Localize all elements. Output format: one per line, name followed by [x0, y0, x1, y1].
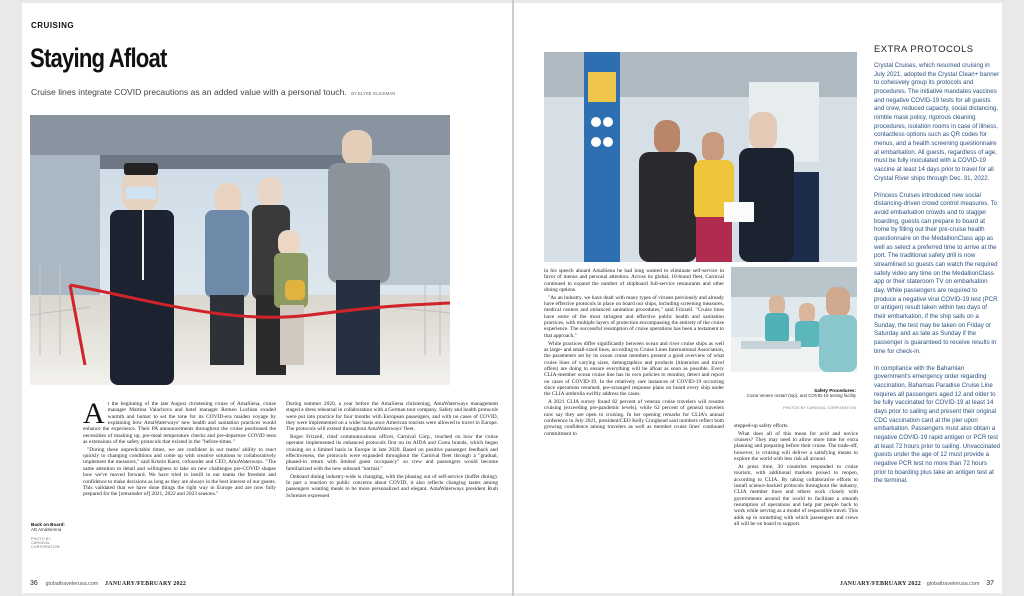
paragraph: While practices differ significantly between ocean and river cruise ships as well as large- and small-sized lines, according to Cruise Lines International Association, the parameters set by its ocean cruise members present a good overview of what cruise lines of varying sizes, demographics and products (itineraries and travel offers) are doing to ensure everything will be afloat as soon as possible. Every CLIA-member ocean cruise line has its own policies to monitor, detect and report on cases of COVID-19. In the relatively rare instances of COVID-19 occurring since operations resumed, pre-arranged response plans on board every ship under the CLIA umbrella swiftly address the cases.: [544, 340, 724, 398]
paragraph: During summer 2020, a year before the AmaSiena christening, AmaWaterways management staged a dress rehearsal in collaboration with a German tour company. Safety and health protocols were put into practice for four months with European passengers, and with no cases of COVID, they were implemented on a wider basis once American tourists were allowed to travel to Europe. The protocols will extend throughout AmaWaterways' fleet.: [286, 401, 498, 433]
website: globaltravelerusa.com: [45, 581, 99, 587]
sidebar-title: EXTRA PROTOCOLS: [874, 43, 974, 54]
paragraph: What does all of this mean for avid and novice cruisers? They may need to allow more time for extra planning and preparing before their cruise. The trade-off, however, is cruising will deliver a satisfying means to explore the world with less risk all around.: [734, 430, 858, 463]
terminal-photo: [544, 52, 857, 262]
sidebar-paragraph: Crystal Cruises, which resumed cruising in July 2021, adopted the Crystal Clean+ banner to cohesively group its protocols and procedures. The initiative mandates vaccines and negative COVID-19 tests for all guests and crew, reduced capacity, social distancing, nimble mask policy, rigorous cleaning procedures, isolation rooms in case of illness, contactless options such as QR codes for menus, and a health screening questionnaire at embarkation. All guests, regardless of age, must be fully inoculated with a COVID-19 vaccine at least 14 days prior to travel for all Crystal River ships through Dec. 31, 2022.: [874, 62, 1000, 182]
issue-date: JANUARY/FEBRUARY 2022: [105, 581, 187, 587]
article-headline: Staying Afloat: [30, 43, 167, 73]
body-column-1: [83, 397, 276, 499]
caption-title: Safety Procedures:: [814, 388, 856, 393]
paragraph: "During these unpredictable times, we are confident in our teams' ability to react quickly to changing conditions and come up with creative solutions to collaboratively implement the measures," said Kristin Karst, cofounder and CEO, AmaWaterways. "The same attention to detail and willingness to take on new challenges pre-COVID shapes how we've moved forward. We have tried to instill in our teams the freedom and confidence to make decisions as long as they are always in the best interest of our guests. This validated that we have done things the right way in Europe and are now fully prepared for the [remainder of] 2021, 2022 and 2023 seasons.": [83, 446, 276, 498]
left-page: [22, 3, 512, 593]
page-number: 37: [986, 580, 994, 587]
body-column-4: [734, 423, 858, 529]
hero-photo: [30, 115, 450, 385]
paragraph: Roger Frizzell, chief communications officer, Carnival Corp., touched on how the cruise operator implemented its enhanced protocols first on its AIDA and Costa brands, which began cruising on a limited basis in Europe in late 2020. Based on positive passenger feedback and effectiveness, the protocols were expanded throughout the Carnival fleet through a "gradual, phased-in return with limited guest occupancy" so crew and passengers would become familiarized with the new onboard "normal.": [286, 434, 498, 472]
caption-text: Costa Venere restart (top), and COVID-19 testing facility: [746, 393, 856, 398]
paragraph: stepped-up safety efforts.: [734, 423, 789, 429]
photo-credit: PHOTOS BY CARNIVAL CORPORATION: [783, 406, 856, 410]
right-folio: [840, 580, 994, 587]
page-number: 36: [30, 580, 38, 587]
section-label: CRUISING: [31, 21, 75, 30]
paragraph: A 2021 CLIA survey found 82 percent of veteran cruise travelers will resume cruising (exceeding pre-pandemic levels), while 62 percent of general travelers now say they are open to cruising. In her opening remarks for CLIA's annual conference in July 2021, president/CEO Kelly Craighead said numbers reflect both growing confidence among travelers as well as member cruise lines' continued commitment to: [544, 399, 724, 437]
article-deck: [31, 87, 395, 97]
body-column-2: [286, 401, 498, 500]
byline: BY ELYSE GLICKMAN: [351, 91, 396, 96]
right-caption: [726, 388, 856, 410]
deck-text: Cruise lines integrate COVID precautions as an added value with a personal touch.: [31, 87, 347, 97]
right-page: [514, 3, 1002, 593]
sidebar-paragraph: Princess Cruises introduced new social distancing-driven crowd control measures. To avoid embarkation crowds and to stagger boarding, guests can prepare to board at home by filling out their pre-cruise health questionnaire on the MedallionClass app as well as select a preferred time to arrive at the port. The traditional safety drill is now streamlined so guests can watch the required safety video any time on the MedallionClass app or their stateroom TV on embarkation day. While passengers are required to produce a negative viral COVID-19 test (PCR or antigen) result taken within two days of their embarkation, if the ship sails on a Sunday, the test may be taken on Friday or Saturday and as late as Sunday if the passenger is guaranteed to receive results in time for check-in.: [874, 191, 998, 355]
lab-photo: [731, 267, 857, 372]
caption-text: AD AmaSerena: [31, 527, 62, 532]
photo-credit: PHOTO BY CARNIVAL CORPORATION: [31, 537, 60, 549]
paragraph: [83, 397, 276, 446]
paragraph: At press time, 30 countries responded to cruise tourism, with additional markets poised to reopen, according to CLIA. By taking collaborative efforts to install science-backed protocols throughout the industry, CLIA member lines and others work closely with governments around the world to facilitate a smooth resumption of operations and help put people back to work while serving as a model of responsible travel. This adds up to something with which passengers and crews all will be on board to support.: [734, 463, 858, 527]
body-column-3: [544, 268, 724, 439]
sidebar-paragraph: In compliance with the Bahamian government's emergency order regarding vaccination, Bahamas Paradise Cruise Line requires all passengers aged 12 and older to be fully vaccinated for COVID-19 at least 14 days prior to sailing and present their original CDC vaccination card at the pier upon embarkation. Passengers must also obtain a negative COVID-19 rapid antigen or PCR test at least 72 hours prior to sailing. Unvaccinated guests under the age of 12 must provide a negative PCR test no more than 72 hours prior to boarding plus take an antigen test at the terminal.: [874, 364, 1000, 485]
drop-cap: A: [83, 397, 105, 430]
issue-date: JANUARY/FEBRUARY 2022: [839, 581, 921, 587]
hero-caption: [31, 522, 71, 549]
extra-protocols-sidebar: [874, 43, 1000, 494]
website: globaltravelerusa.com: [926, 581, 980, 587]
caption-title: Back on Board:: [31, 522, 65, 527]
paragraph: "As an industry, we have dealt with many types of viruses previously and already have effective protocols in place on board our ships, including screening measures, medical centers and enhanced sanitation procedures," said Frizzell. "Cruise lines have some of the most stringent and effective public health and sanitation practices, with multiple layers of protection encompassing the entirety of the cruise experience. The successful resumption of cruise operations has been a testament to that approach.": [544, 294, 724, 339]
paragraph: in his speech aboard AmaSiena he had long wanted to eliminate self-service in favor of menus and personal attention. Across its global, 10-brand fleet, Carnival continued to expand the number of shipboard full-service restaurants and other dining options.: [544, 268, 724, 294]
left-folio: [30, 580, 186, 587]
paragraph: Onboard dining industry-wide is changing, with the phasing out of self-service (buffet dining). In part a reaction to public concerns about COVID, it also reflects changing tastes among passengers wanting meals to be more personalized and elegant. AmaWaterways president Rudi Schreiner expressed: [286, 473, 498, 499]
paragraph-text: t the beginning of the late August christening cruise of AmaSiena, cruise manager Martina Valachova and hotel manager Romeo Luchian exuded warmth and humor to set the tone for its COVID-era maiden voyage by explaining how AmaWaterways' new health and sanitation practices would enhance the experience. Their PA announcements throughout the cruise positioned the necessities of masking up, pre-meal temperature checks and pre-departure COVID tests as extensions of the safety protocols that existed in the "before-times.": [83, 401, 276, 446]
